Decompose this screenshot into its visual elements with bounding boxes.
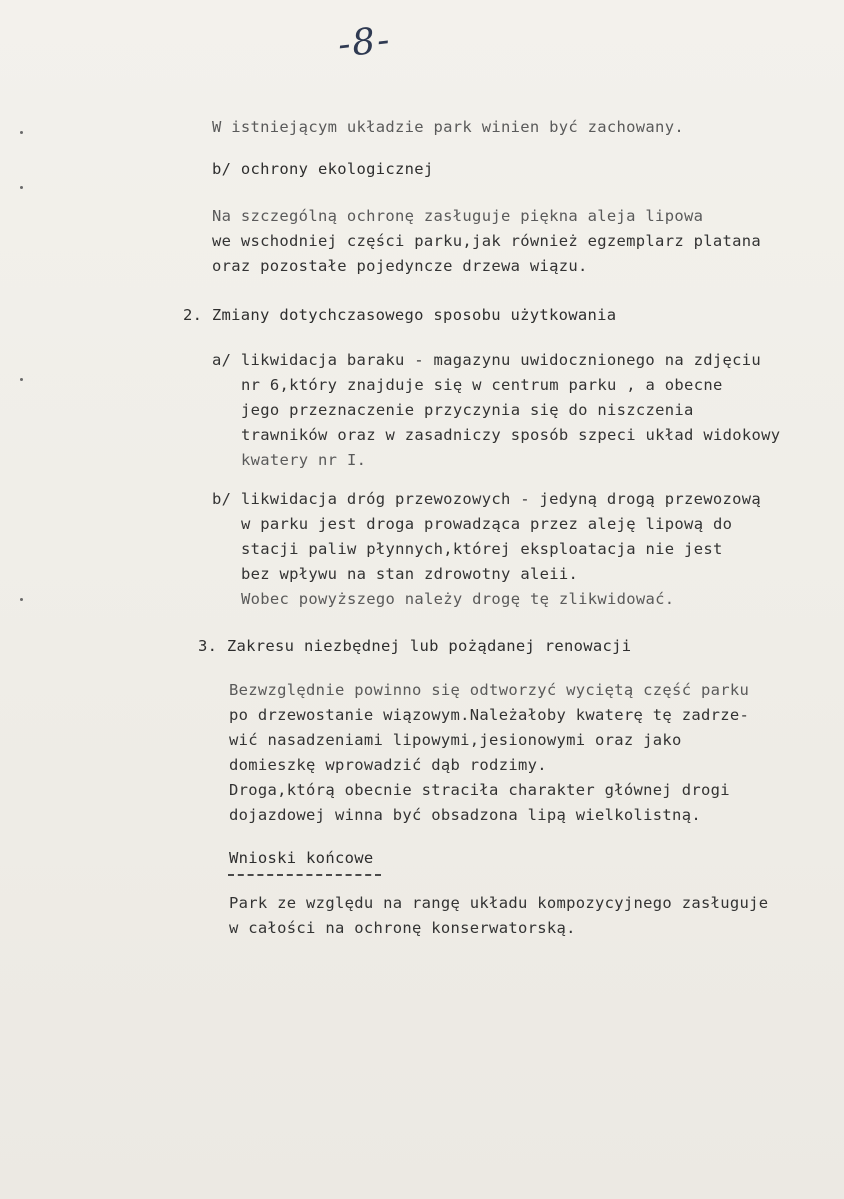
text-line: po drzewostanie wiązowym.Należałoby kwaterę tę zadrze-	[229, 706, 750, 724]
margin-mark	[20, 598, 23, 601]
text-line: we wschodniej części parku,jak również egzemplarz platana	[212, 232, 762, 250]
text-line: Droga,którą obecnie straciła charakter głównej drogi	[229, 781, 730, 799]
section-heading: 3. Zakresu niezbędnej lub pożądanej renowacji	[198, 637, 632, 655]
text-line: Bezwzględnie powinno się odtworzyć wyciętą część parku	[229, 681, 750, 699]
heading-underline	[228, 874, 381, 876]
page-number: -8-	[336, 19, 394, 66]
text-line: wić nasadzeniami lipowymi,jesionowymi oraz jako	[229, 731, 682, 749]
section-heading: b/ ochrony ekologicznej	[212, 160, 434, 178]
margin-mark	[20, 131, 23, 134]
text-line: w parku jest droga prowadząca przez aleję lipową do	[241, 515, 733, 533]
text-line: dojazdowej winna być obsadzona lipą wielkolistną.	[229, 806, 701, 824]
margin-mark	[20, 378, 23, 381]
section-heading: 2. Zmiany dotychczasowego sposobu użytkowania	[183, 306, 617, 324]
text-line: trawników oraz w zasadniczy sposób szpeci układ widokowy	[241, 426, 781, 444]
text-line: Na szczególną ochronę zasługuje piękna aleja lipowa	[212, 207, 704, 225]
section-heading: Wnioski końcowe	[229, 849, 374, 867]
text-line: oraz pozostałe pojedyncze drzewa wiązu.	[212, 257, 588, 275]
margin-mark	[20, 186, 23, 189]
text-line: nr 6,który znajduje się w centrum parku , a obecne	[241, 376, 723, 394]
text-line: Wobec powyższego należy drogę tę zlikwidować.	[241, 590, 675, 608]
text-line: b/ likwidacja dróg przewozowych - jedyną drogą przewozową	[212, 490, 762, 508]
text-line: bez wpływu na stan zdrowotny aleii.	[241, 565, 579, 583]
text-line: a/ likwidacja baraku - magazynu uwidocznionego na zdjęciu	[212, 351, 762, 369]
text-line: kwatery nr I.	[241, 451, 367, 469]
text-line: w całości na ochronę konserwatorską.	[229, 919, 576, 937]
text-line: W istniejącym układzie park winien być zachowany.	[212, 118, 684, 136]
text-line: domieszkę wprowadzić dąb rodzimy.	[229, 756, 547, 774]
text-line: jego przeznaczenie przyczynia się do niszczenia	[241, 401, 694, 419]
text-line: Park ze względu na rangę układu kompozycyjnego zasługuje	[229, 894, 769, 912]
text-line: stacji paliw płynnych,której eksploatacja nie jest	[241, 540, 723, 558]
